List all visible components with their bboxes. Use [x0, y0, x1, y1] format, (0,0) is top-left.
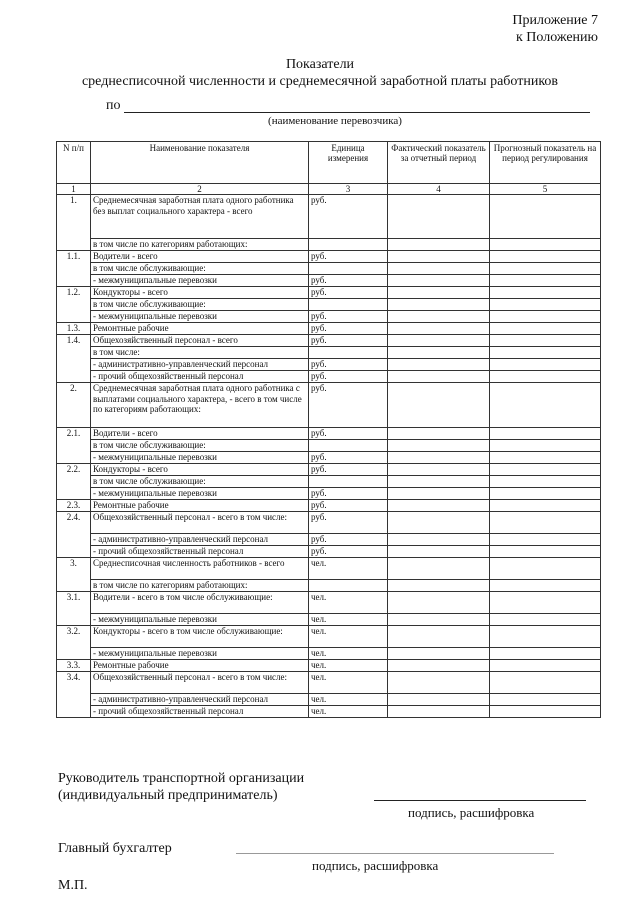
- row-number-cell: [57, 706, 91, 718]
- title-line-1: Показатели: [285, 57, 355, 72]
- row-forecast-cell: [490, 626, 601, 648]
- row-unit-cell: руб.: [309, 383, 388, 428]
- header-forecast: Прогнозный показатель на период регулирования: [490, 142, 601, 184]
- row-fact-cell: [388, 614, 490, 626]
- row-name-cell: - межмуниципальные перевозки: [91, 275, 309, 287]
- head-signature-line: [374, 800, 586, 801]
- row-fact-cell: [388, 660, 490, 672]
- row-forecast-cell: [490, 347, 601, 359]
- row-name-cell: - межмуниципальные перевозки: [91, 648, 309, 660]
- table-row: [57, 614, 601, 626]
- row-name-cell: Общехозяйственный персонал - всего в том числе:: [91, 672, 309, 694]
- row-forecast-cell: [490, 500, 601, 512]
- row-fact-cell: [388, 476, 490, 488]
- row-fact-cell: [388, 592, 490, 614]
- row-number-cell: 3.1.: [57, 592, 91, 614]
- row-forecast-cell: [490, 694, 601, 706]
- head-title-line-2: (индивидуальный предприниматель): [58, 788, 278, 803]
- row-forecast-cell: [490, 311, 601, 323]
- row-forecast-cell: [490, 428, 601, 440]
- table-row: [57, 251, 601, 263]
- table-row: [57, 335, 601, 347]
- table-row: [57, 311, 601, 323]
- row-number-cell: 2.: [57, 383, 91, 428]
- accountant-signature-line: [236, 853, 554, 854]
- row-number-cell: 2.3.: [57, 500, 91, 512]
- row-forecast-cell: [490, 440, 601, 452]
- table-row: [57, 534, 601, 546]
- row-unit-cell: чел.: [309, 558, 388, 580]
- row-unit-cell: руб.: [309, 359, 388, 371]
- row-name-cell: - межмуниципальные перевозки: [91, 311, 309, 323]
- row-name-cell: Водители - всего: [91, 251, 309, 263]
- row-name-cell: - прочий общехозяйственный персонал: [91, 371, 309, 383]
- table-row: [57, 440, 601, 452]
- row-number-cell: 3.: [57, 558, 91, 580]
- row-number-cell: 1.3.: [57, 323, 91, 335]
- row-fact-cell: [388, 464, 490, 476]
- table-row: [57, 592, 601, 614]
- row-unit-cell: руб.: [309, 512, 388, 534]
- row-unit-cell: руб.: [309, 371, 388, 383]
- row-forecast-cell: [490, 263, 601, 275]
- row-fact-cell: [388, 706, 490, 718]
- row-forecast-cell: [490, 195, 601, 239]
- document-title: [0, 56, 640, 90]
- row-unit-cell: руб.: [309, 428, 388, 440]
- row-forecast-cell: [490, 275, 601, 287]
- carrier-name-line: [124, 112, 590, 113]
- row-fact-cell: [388, 195, 490, 239]
- row-number-cell: [57, 614, 91, 626]
- row-fact-cell: [388, 558, 490, 580]
- row-forecast-cell: [490, 534, 601, 546]
- column-number-row: [57, 184, 601, 195]
- row-number-cell: 1.: [57, 195, 91, 239]
- table-row: [57, 546, 601, 558]
- row-forecast-cell: [490, 452, 601, 464]
- col-number-1: 1: [57, 184, 91, 195]
- row-name-cell: Водители - всего: [91, 428, 309, 440]
- row-fact-cell: [388, 500, 490, 512]
- row-forecast-cell: [490, 614, 601, 626]
- row-number-cell: 3.4.: [57, 672, 91, 694]
- row-unit-cell: руб.: [309, 534, 388, 546]
- appendix-line-2: к Положению: [515, 30, 598, 45]
- row-unit-cell: [309, 347, 388, 359]
- row-unit-cell: руб.: [309, 311, 388, 323]
- table-row: [57, 660, 601, 672]
- row-forecast-cell: [490, 648, 601, 660]
- row-unit-cell: руб.: [309, 546, 388, 558]
- row-unit-cell: руб.: [309, 323, 388, 335]
- row-fact-cell: [388, 263, 490, 275]
- row-number-cell: [57, 347, 91, 359]
- row-forecast-cell: [490, 672, 601, 694]
- table-row: [57, 287, 601, 299]
- row-fact-cell: [388, 452, 490, 464]
- row-fact-cell: [388, 440, 490, 452]
- row-forecast-cell: [490, 359, 601, 371]
- row-number-cell: [57, 488, 91, 500]
- row-name-cell: в том числе по категориям работающих:: [91, 580, 309, 592]
- table-row: [57, 464, 601, 476]
- row-name-cell: Среднемесячная заработная плата одного работника без выплат социального характера - всего: [91, 195, 309, 239]
- row-forecast-cell: [490, 660, 601, 672]
- row-forecast-cell: [490, 287, 601, 299]
- stamp-placeholder: М.П.: [58, 878, 88, 893]
- row-unit-cell: чел.: [309, 660, 388, 672]
- row-name-cell: в том числе по категориям работающих:: [91, 239, 309, 251]
- row-fact-cell: [388, 694, 490, 706]
- row-name-cell: в том числе:: [91, 347, 309, 359]
- table-row: [57, 275, 601, 287]
- row-unit-cell: руб.: [309, 335, 388, 347]
- row-fact-cell: [388, 239, 490, 251]
- row-name-cell: - административно-управленческий персонал: [91, 694, 309, 706]
- row-forecast-cell: [490, 558, 601, 580]
- table-row: [57, 672, 601, 694]
- row-unit-cell: чел.: [309, 626, 388, 648]
- table-header-row: [57, 142, 601, 184]
- row-forecast-cell: [490, 580, 601, 592]
- row-number-cell: [57, 371, 91, 383]
- row-unit-cell: чел.: [309, 614, 388, 626]
- row-number-cell: [57, 476, 91, 488]
- row-forecast-cell: [490, 383, 601, 428]
- table-row: [57, 580, 601, 592]
- row-forecast-cell: [490, 239, 601, 251]
- row-fact-cell: [388, 311, 490, 323]
- row-unit-cell: руб.: [309, 251, 388, 263]
- row-number-cell: [57, 440, 91, 452]
- row-number-cell: [57, 311, 91, 323]
- row-name-cell: в том числе обслуживающие:: [91, 263, 309, 275]
- row-unit-cell: [309, 580, 388, 592]
- table-body: [57, 195, 601, 718]
- row-fact-cell: [388, 251, 490, 263]
- row-forecast-cell: [490, 546, 601, 558]
- row-number-cell: 3.2.: [57, 626, 91, 648]
- header-num: N п/п: [57, 142, 91, 184]
- row-fact-cell: [388, 580, 490, 592]
- row-unit-cell: руб.: [309, 464, 388, 476]
- table-row: [57, 359, 601, 371]
- indicators-table: [56, 141, 601, 718]
- row-name-cell: - прочий общехозяйственный персонал: [91, 706, 309, 718]
- row-forecast-cell: [490, 592, 601, 614]
- row-name-cell: - прочий общехозяйственный персонал: [91, 546, 309, 558]
- table-row: [57, 476, 601, 488]
- row-forecast-cell: [490, 251, 601, 263]
- row-name-cell: в том числе обслуживающие:: [91, 299, 309, 311]
- table-row: [57, 428, 601, 440]
- row-unit-cell: [309, 440, 388, 452]
- row-name-cell: - межмуниципальные перевозки: [91, 614, 309, 626]
- row-forecast-cell: [490, 335, 601, 347]
- row-fact-cell: [388, 335, 490, 347]
- row-name-cell: Среднесписочная численность работников - всего: [91, 558, 309, 580]
- col-number-5: 5: [490, 184, 601, 195]
- table-row: [57, 371, 601, 383]
- row-name-cell: Кондукторы - всего в том числе обслуживающие:: [91, 626, 309, 648]
- row-fact-cell: [388, 672, 490, 694]
- row-name-cell: Ремонтные рабочие: [91, 323, 309, 335]
- row-forecast-cell: [490, 706, 601, 718]
- table-row: [57, 500, 601, 512]
- table-row: [57, 195, 601, 239]
- row-name-cell: в том числе обслуживающие:: [91, 440, 309, 452]
- table-row: [57, 263, 601, 275]
- row-forecast-cell: [490, 371, 601, 383]
- row-fact-cell: [388, 347, 490, 359]
- row-forecast-cell: [490, 512, 601, 534]
- row-number-cell: [57, 299, 91, 311]
- row-unit-cell: руб.: [309, 452, 388, 464]
- row-fact-cell: [388, 359, 490, 371]
- row-name-cell: Ремонтные рабочие: [91, 500, 309, 512]
- row-name-cell: Кондукторы - всего: [91, 464, 309, 476]
- row-name-cell: Общехозяйственный персонал - всего в том числе:: [91, 512, 309, 534]
- appendix-line-1: Приложение 7: [512, 13, 598, 28]
- row-name-cell: - межмуниципальные перевозки: [91, 488, 309, 500]
- row-unit-cell: руб.: [309, 488, 388, 500]
- row-number-cell: 1.1.: [57, 251, 91, 263]
- row-number-cell: [57, 580, 91, 592]
- row-name-cell: - административно-управленческий персонал: [91, 359, 309, 371]
- row-unit-cell: [309, 476, 388, 488]
- head-title-line-1: Руководитель транспортной организации: [58, 771, 305, 786]
- row-unit-cell: чел.: [309, 706, 388, 718]
- row-number-cell: 2.2.: [57, 464, 91, 476]
- row-number-cell: [57, 694, 91, 706]
- row-unit-cell: руб.: [309, 287, 388, 299]
- head-signature-block: [58, 770, 304, 804]
- row-fact-cell: [388, 512, 490, 534]
- row-forecast-cell: [490, 323, 601, 335]
- table-row: [57, 239, 601, 251]
- row-unit-cell: чел.: [309, 648, 388, 660]
- table-row: [57, 383, 601, 428]
- row-unit-cell: чел.: [309, 672, 388, 694]
- row-fact-cell: [388, 323, 490, 335]
- row-forecast-cell: [490, 488, 601, 500]
- table-row: [57, 706, 601, 718]
- row-number-cell: [57, 546, 91, 558]
- table-row: [57, 512, 601, 534]
- row-unit-cell: руб.: [309, 500, 388, 512]
- row-number-cell: [57, 239, 91, 251]
- row-forecast-cell: [490, 464, 601, 476]
- row-number-cell: 3.3.: [57, 660, 91, 672]
- row-name-cell: в том числе обслуживающие:: [91, 476, 309, 488]
- row-name-cell: - административно-управленческий персонал: [91, 534, 309, 546]
- accountant-label: Главный бухгалтер: [58, 841, 172, 856]
- row-fact-cell: [388, 626, 490, 648]
- row-name-cell: Кондукторы - всего: [91, 287, 309, 299]
- row-forecast-cell: [490, 299, 601, 311]
- table-row: [57, 558, 601, 580]
- row-unit-cell: руб.: [309, 195, 388, 239]
- row-number-cell: [57, 275, 91, 287]
- row-fact-cell: [388, 428, 490, 440]
- row-name-cell: Среднемесячная заработная плата одного работника с выплатами социального характера, - всего в том числе по категориям работающих:: [91, 383, 309, 428]
- row-number-cell: [57, 534, 91, 546]
- table-row: [57, 694, 601, 706]
- table-row: [57, 626, 601, 648]
- table-row: [57, 648, 601, 660]
- row-number-cell: 2.1.: [57, 428, 91, 440]
- appendix-reference: [512, 12, 598, 46]
- row-fact-cell: [388, 299, 490, 311]
- row-number-cell: [57, 648, 91, 660]
- row-fact-cell: [388, 275, 490, 287]
- row-name-cell: Ремонтные рабочие: [91, 660, 309, 672]
- carrier-caption: (наименование перевозчика): [268, 115, 402, 127]
- row-name-cell: - межмуниципальные перевозки: [91, 452, 309, 464]
- row-unit-cell: [309, 299, 388, 311]
- header-unit: Единица измерения: [309, 142, 388, 184]
- row-number-cell: [57, 263, 91, 275]
- carrier-label: по: [106, 98, 121, 113]
- row-forecast-cell: [490, 476, 601, 488]
- header-name: Наименование показателя: [91, 142, 309, 184]
- col-number-3: 3: [309, 184, 388, 195]
- table-row: [57, 452, 601, 464]
- row-name-cell: Водители - всего в том числе обслуживающие:: [91, 592, 309, 614]
- row-unit-cell: чел.: [309, 592, 388, 614]
- row-fact-cell: [388, 371, 490, 383]
- row-unit-cell: [309, 239, 388, 251]
- row-fact-cell: [388, 648, 490, 660]
- col-number-4: 4: [388, 184, 490, 195]
- row-name-cell: Общехозяйственный персонал - всего: [91, 335, 309, 347]
- row-fact-cell: [388, 546, 490, 558]
- accountant-signature-caption: подпись, расшифровка: [312, 858, 439, 873]
- row-unit-cell: [309, 263, 388, 275]
- row-fact-cell: [388, 287, 490, 299]
- col-number-2: 2: [91, 184, 309, 195]
- table-row: [57, 299, 601, 311]
- title-line-2: среднесписочной численности и среднемесячной заработной платы работников: [81, 74, 559, 89]
- row-fact-cell: [388, 534, 490, 546]
- row-number-cell: 1.4.: [57, 335, 91, 347]
- row-unit-cell: чел.: [309, 694, 388, 706]
- table-row: [57, 323, 601, 335]
- row-fact-cell: [388, 383, 490, 428]
- table-row: [57, 488, 601, 500]
- row-number-cell: 2.4.: [57, 512, 91, 534]
- row-number-cell: [57, 359, 91, 371]
- row-number-cell: 1.2.: [57, 287, 91, 299]
- row-fact-cell: [388, 488, 490, 500]
- header-fact: Фактический показатель за отчетный период: [388, 142, 490, 184]
- head-signature-caption: подпись, расшифровка: [408, 805, 535, 820]
- row-number-cell: [57, 452, 91, 464]
- row-unit-cell: руб.: [309, 275, 388, 287]
- table-row: [57, 347, 601, 359]
